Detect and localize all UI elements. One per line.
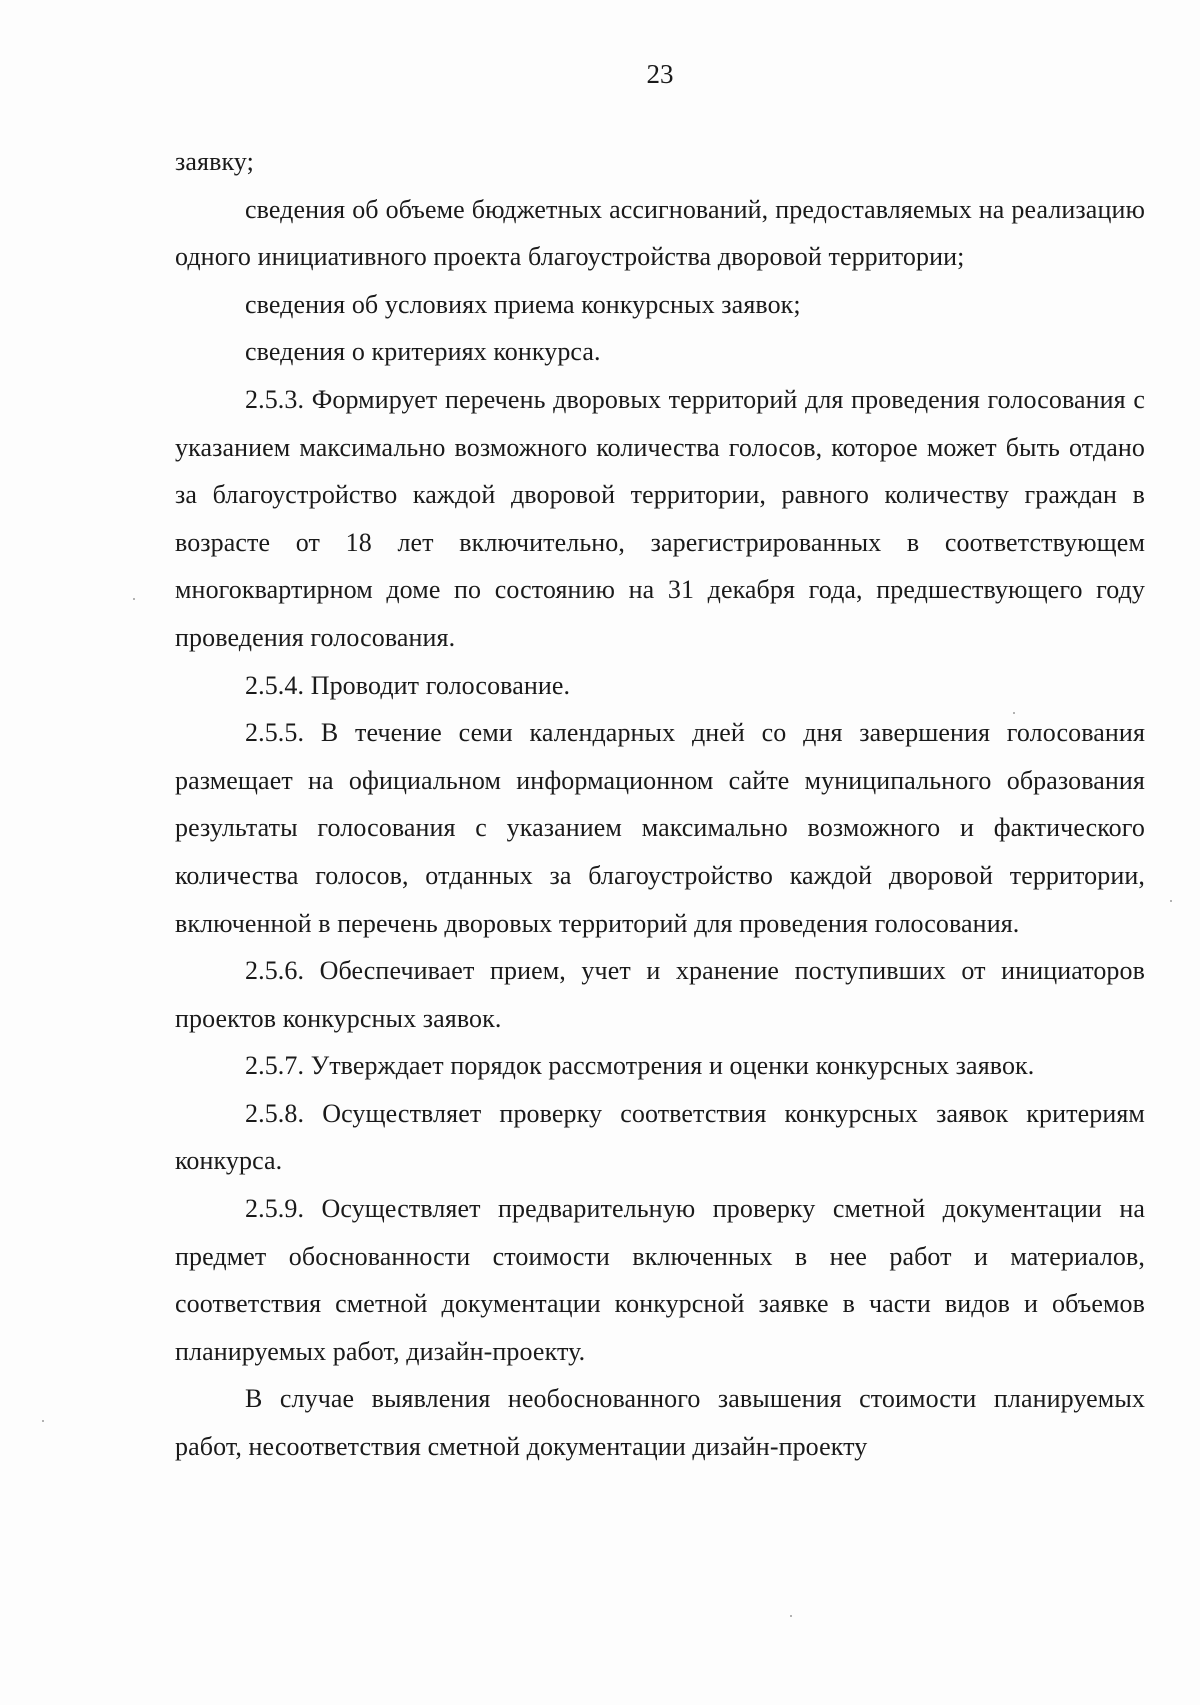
paragraph-2-5-3: 2.5.3. Формирует перечень дворовых территорий для проведения голосования с указанием максимально возможного количества голосов, которое может быть отдано за благоустройство каждой дворовой территории, равного количеству граждан в возрасте от 18 лет включительно, зарегистрированных в соответствующем многоквартирном доме по состоянию на 31 декабря года, предшествующего году проведения голосования. — [175, 384, 1145, 652]
paragraph-2-5-9: 2.5.9. Осуществляет предварительную проверку сметной документации на предмет обоснованности стоимости включенных в нее работ и материалов, соответствия сметной документации конкурсной заявке в части видов и объемов планируемых работ, дизайн-проекту. — [175, 1194, 1145, 1366]
paragraph-acceptance-conditions: сведения об условиях приема конкурсных заявок; — [245, 289, 801, 319]
paragraph-2-5-5: 2.5.5. В течение семи календарных дней со дня завершения голосования размещает на официальном информационном сайте муниципального образования результаты голосования с указанием максимально возможного и фактического количества голосов, отданных за благоустройство каждой дворовой территории, включенной в перечень дворовых территорий для проведения голосования. — [175, 718, 1145, 938]
paragraph-2-5-7: 2.5.7. Утверждает порядок рассмотрения и оценки конкурсных заявок. — [245, 1051, 1035, 1081]
scan-speck — [790, 1615, 792, 1617]
scan-speck — [133, 598, 135, 600]
scan-speck — [1013, 712, 1015, 714]
paragraph-2-5-8: 2.5.8. Осуществляет проверку соответствия конкурсных заявок критериям конкурса. — [175, 1098, 1145, 1176]
paragraph-2-5-6: 2.5.6. Обеспечивает прием, учет и хранение поступивших от инициаторов проектов конкурсных заявок. — [175, 956, 1145, 1033]
paragraph-overpricing-case: В случае выявления необоснованного завышения стоимости планируемых работ, несоответствия сметной документации дизайн-проекту — [175, 1384, 1145, 1462]
scan-speck — [1170, 900, 1172, 902]
paragraph-criteria: сведения о критериях конкурса. — [245, 337, 601, 367]
scan-speck — [42, 1420, 44, 1422]
paragraph-continuation: заявку; — [175, 147, 254, 176]
page-number: 23 — [646, 59, 674, 89]
paragraph-budget-info: сведения об объеме бюджетных ассигнований, предоставляемых на реализацию одного инициативного проекта благоустройства дворовой территории; — [175, 194, 1145, 272]
paragraph-2-5-4: 2.5.4. Проводит голосование. — [245, 670, 571, 700]
document-body — [175, 138, 1145, 1471]
